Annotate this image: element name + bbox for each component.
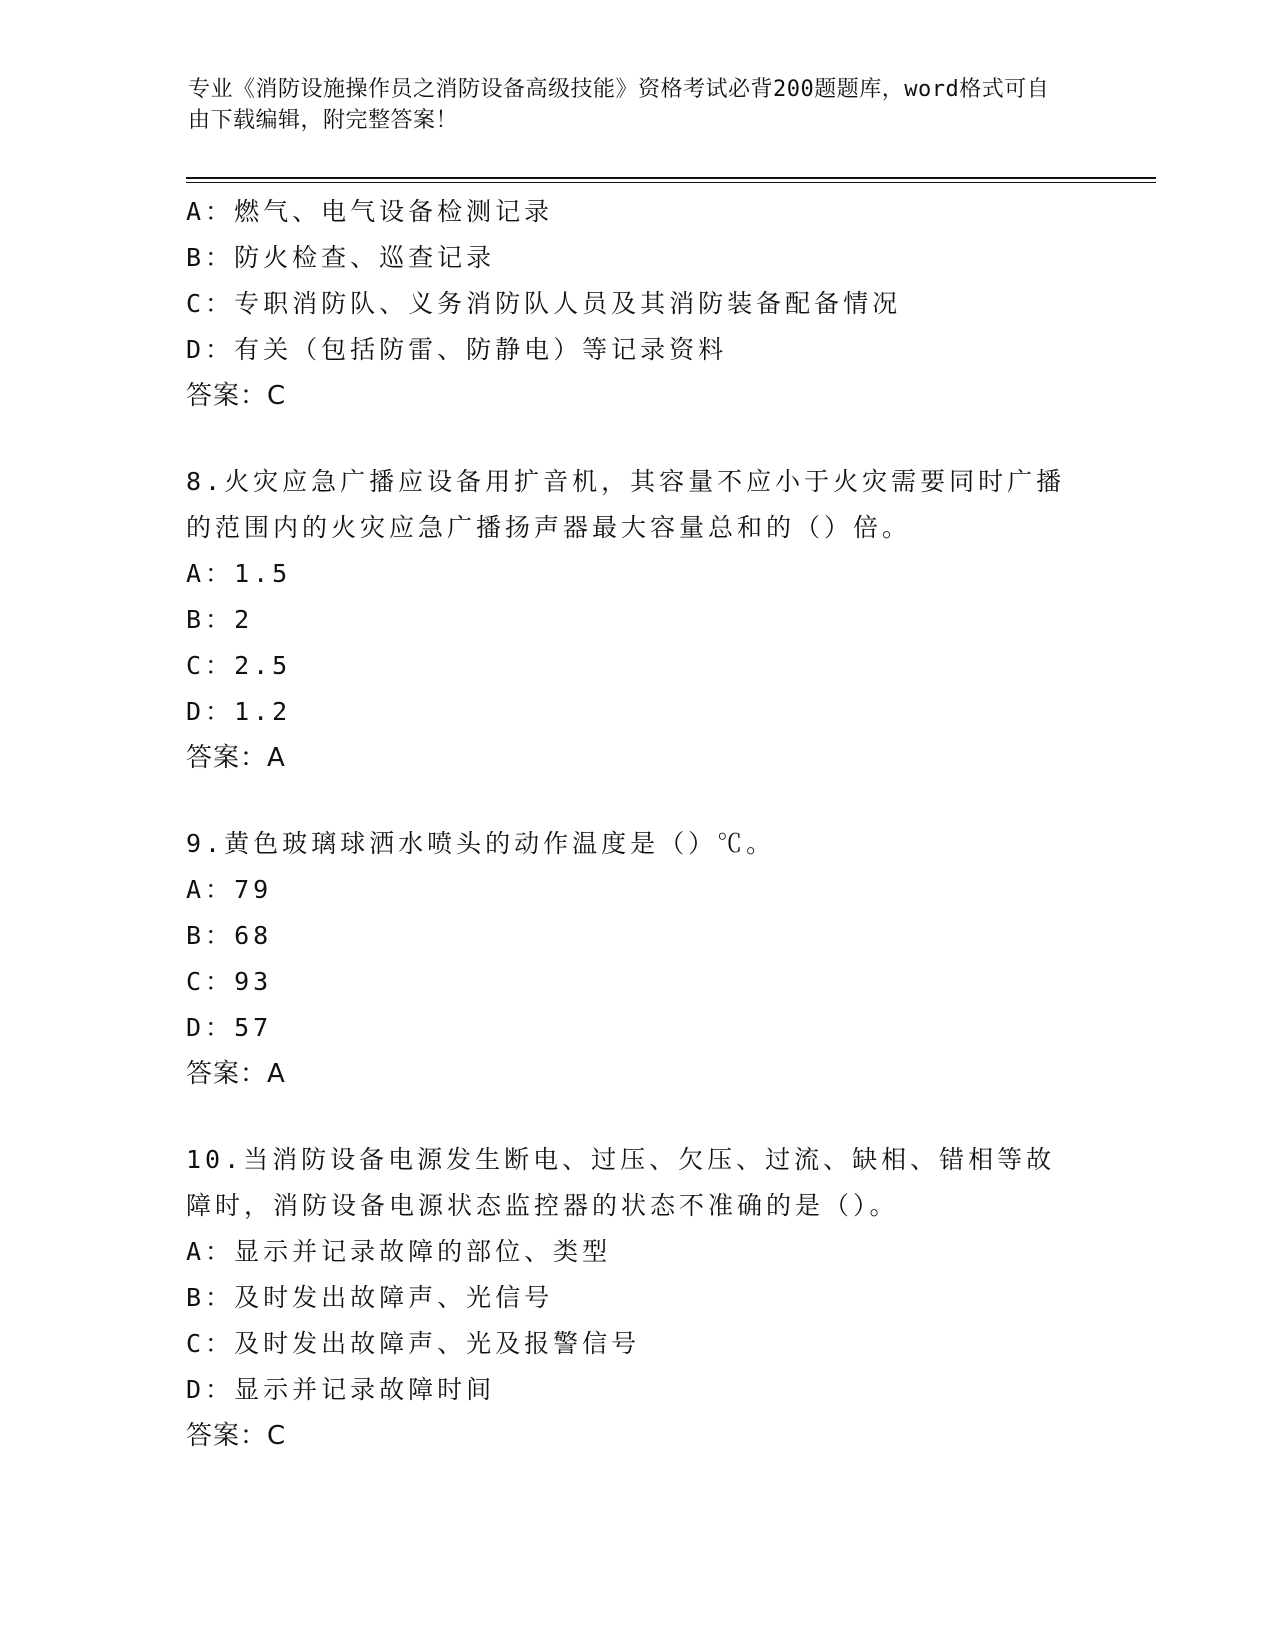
spacer [186, 419, 1086, 459]
option-b [186, 597, 1086, 643]
question-10 [186, 1137, 1086, 1459]
question-stem: 10.当消防设备电源发生断电、过压、欠压、过流、缺相、错相等故障时，消防设备电源状态监控器的状态不准确的是（）。 [186, 1145, 1056, 1220]
option-text: 1.2 [234, 697, 292, 726]
option-d [186, 689, 1086, 735]
option-c [186, 1321, 1086, 1367]
option-label: B： [186, 921, 235, 950]
answer-line: 答案：C [186, 381, 287, 411]
question-stem: 9.黄色玻璃球洒水喷头的动作温度是（）℃。 [186, 829, 776, 858]
answer-line: 答案：C [186, 1421, 287, 1451]
document-header: 专业《消防设施操作员之消防设备高级技能》资格考试必背200题题库，word格式可自由下载编辑，附完整答案！ [188, 77, 1050, 133]
option-label: C： [186, 967, 235, 996]
option-a [186, 189, 1086, 235]
spacer [186, 781, 1086, 821]
option-c [186, 643, 1086, 689]
option-label: A： [186, 875, 235, 904]
option-text: 燃气、电气设备检测记录 [234, 197, 554, 226]
option-d [186, 327, 1086, 373]
option-label: A： [186, 559, 235, 588]
option-text: 显示并记录故障时间 [234, 1375, 496, 1404]
option-label: A： [186, 1237, 235, 1266]
question-content [186, 189, 1086, 1459]
option-label: D： [186, 697, 235, 726]
header-rule-thin [186, 182, 1156, 183]
header-rule-thick [186, 177, 1156, 179]
option-text: 及时发出故障声、光信号 [234, 1283, 554, 1312]
option-text: 68 [234, 921, 273, 950]
option-c [186, 959, 1086, 1005]
option-d [186, 1367, 1086, 1413]
option-a [186, 1229, 1086, 1275]
option-text: 专职消防队、义务消防队人员及其消防装备配备情况 [234, 289, 902, 318]
question-stem: 8.火灾应急广播应设备用扩音机，其容量不应小于火灾需要同时广播的范围内的火灾应急广播扬声器最大容量总和的（）倍。 [186, 467, 1066, 542]
option-d [186, 1005, 1086, 1051]
option-a [186, 867, 1086, 913]
option-text: 1.5 [234, 559, 292, 588]
answer-line: 答案：A [186, 1059, 286, 1089]
option-b [186, 1275, 1086, 1321]
option-label: A： [186, 197, 235, 226]
option-label: B： [186, 605, 235, 634]
spacer [186, 1097, 1086, 1137]
answer-line: 答案：A [186, 743, 286, 773]
option-text: 93 [234, 967, 273, 996]
option-text: 及时发出故障声、光及报警信号 [234, 1329, 641, 1358]
option-text: 79 [234, 875, 273, 904]
option-text: 防火检查、巡查记录 [234, 243, 496, 272]
option-text: 2.5 [234, 651, 292, 680]
option-label: C： [186, 651, 235, 680]
option-label: C： [186, 1329, 235, 1358]
option-b [186, 913, 1086, 959]
option-text: 2 [234, 605, 254, 634]
option-text: 57 [234, 1013, 273, 1042]
option-label: B： [186, 1283, 235, 1312]
question-7-options [186, 189, 1086, 419]
option-label: D： [186, 1375, 235, 1404]
question-9 [186, 821, 1086, 1097]
option-text: 有关（包括防雷、防静电）等记录资料 [234, 335, 728, 364]
option-a [186, 551, 1086, 597]
option-text: 显示并记录故障的部位、类型 [234, 1237, 612, 1266]
option-label: C： [186, 289, 235, 318]
question-8 [186, 459, 1086, 781]
option-b [186, 235, 1086, 281]
option-label: D： [186, 335, 235, 364]
option-label: B： [186, 243, 235, 272]
option-label: D： [186, 1013, 235, 1042]
option-c [186, 281, 1086, 327]
